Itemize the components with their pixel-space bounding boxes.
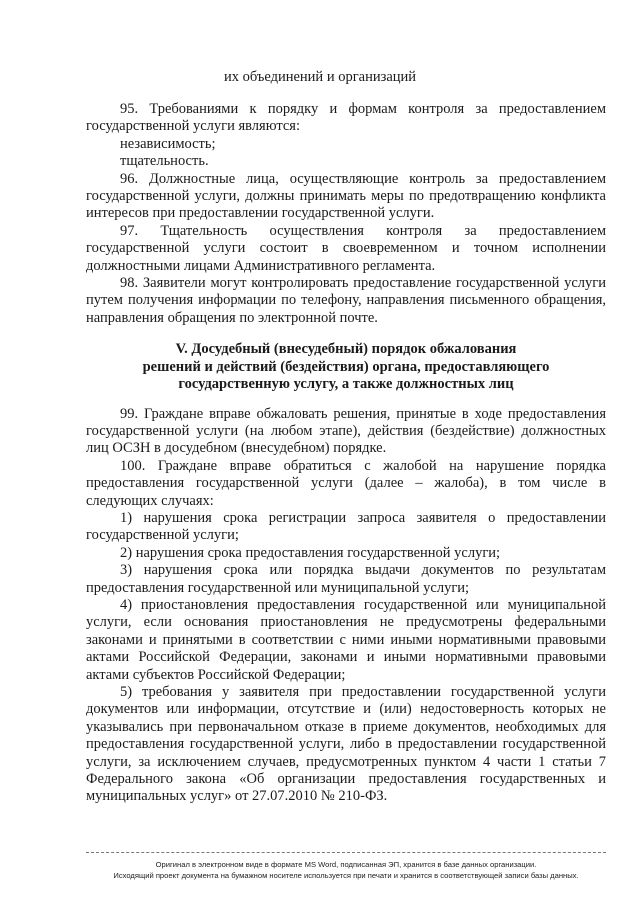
footer-note-draft: Исходящий проект документа на бумажном носителе используется при печати и хранится в соответствующей записи базы данных. bbox=[113, 871, 579, 880]
section-title bbox=[86, 341, 606, 393]
page-footer bbox=[86, 852, 606, 881]
section-title-line-1: V. Досудебный (внесудебный) порядок обжалования bbox=[175, 341, 517, 358]
case-item-3: 3) нарушения срока или порядка выдачи документов по результатам предоставления государственной или муниципальной услуги; bbox=[86, 562, 606, 596]
case-item-2: 2) нарушения срока предоставления государственной услуги; bbox=[120, 544, 501, 561]
document-body bbox=[86, 101, 606, 806]
section-title-line-2: решений и действий (бездействия) органа, предоставляющего bbox=[142, 358, 550, 375]
paragraph-100: 100. Граждане вправе обратиться с жалобой на нарушение порядка предоставления государственной услуги (далее – жалоба), в том числе в следующих случаях: bbox=[86, 457, 606, 509]
paragraph-97: 97. Тщательность осуществления контроля за предоставлением государственной услуги состоит в своевременном и точном исполнении должностными лицами Административного регламента. bbox=[86, 222, 606, 274]
footer-divider bbox=[86, 852, 606, 853]
paragraph-96: 96. Должностные лица, осуществляющие контроль за предоставлением государственной услуги, должны принимать меры по предотвращению конфликта интересов при предоставлении государственной услуги. bbox=[86, 170, 606, 222]
section-title-line-3: государственную услугу, а также должностных лиц bbox=[178, 376, 514, 393]
continued-heading: их объединений и организаций bbox=[223, 69, 417, 85]
paragraph-98: 98. Заявители могут контролировать предоставление государственной услуги путем получения информации по телефону, направления письменного обращения, направления обращения по электронной почте. bbox=[86, 275, 606, 326]
paragraph-95: 95. Требованиями к порядку и формам контроля за предоставлением государственной услуги являются: bbox=[86, 101, 606, 135]
footer-note-original: Оригинал в электронном виде в формате MS Word, подписанная ЭП, хранится в базе данных организации. bbox=[155, 860, 537, 869]
case-item-1: 1) нарушения срока регистрации запроса заявителя о предоставлении государственной услуги; bbox=[86, 509, 606, 544]
paragraph-99: 99. Граждане вправе обжаловать решения, принятые в ходе предоставления государственной услуги (на любом этапе), действия (бездействие) должностных лиц ОСЗН в досудебном (внесудебном) порядке. bbox=[86, 405, 606, 457]
case-item-5: 5) требования у заявителя при предоставлении государственной услуги документов или информации, отсутствие и (или) недостоверность которых не указывались при первоначальном отказе в приеме документов, необходимых для предоставления государственной услуги, либо в предоставлении государственной услуги, за исключением случаев, предусмотренных пунктом 4 части 1 статьи 7 Федерального закона «Об организации предоставления государственных и муниципальных услуг» от 27.07.2010 № 210-ФЗ. bbox=[86, 684, 606, 805]
list-item-independence: независимость; bbox=[120, 135, 216, 152]
case-item-4: 4) приостановления предоставления государственной или муниципальной услуги, если основания приостановления не предусмотрены федеральными законами и принятыми в соответствии с ними иными нормативными правовыми актами Российской Федерации, законами и иными нормативными правовыми актами субъектов Российской Федерации; bbox=[86, 596, 606, 683]
list-item-thoroughness: тщательность. bbox=[120, 153, 209, 170]
